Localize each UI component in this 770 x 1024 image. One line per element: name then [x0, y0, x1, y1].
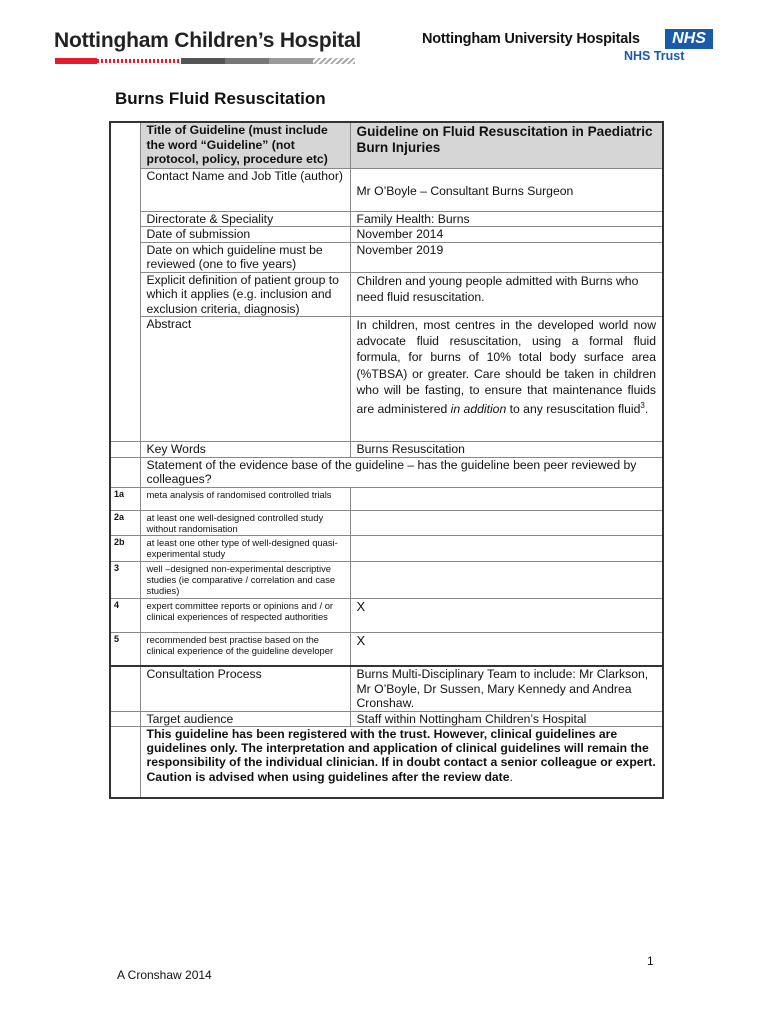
nhs-trust-label: NHS Trust — [624, 49, 685, 63]
evidence-description: at least one other type of well-designed quasi-experimental study — [140, 536, 350, 562]
review-value: November 2019 — [350, 242, 663, 272]
definition-value: Children and young people admitted with Burns who need fluid resuscitation. — [350, 272, 663, 317]
hospital-name: Nottingham Children’s Hospital — [54, 29, 362, 52]
evidence-level: 2a — [110, 510, 140, 536]
evidence-description: expert committee reports or opinions and / or clinical experiences of respected authorities — [140, 598, 350, 632]
stripe-dotted — [97, 59, 181, 63]
row-number-cell — [110, 122, 140, 442]
stripe-mid — [225, 58, 269, 64]
nhs-logo: NHS — [665, 29, 713, 49]
consultation-value: Burns Multi-Disciplinary Team to include: Mr Clarkson, Mr O’Boyle, Dr Sussen, Mary Kennedy and Andrea Cronshaw. — [350, 666, 663, 711]
keywords-label: Key Words — [140, 442, 350, 458]
evidence-row — [110, 632, 663, 666]
row-number-cell — [110, 442, 140, 458]
evidence-row — [110, 487, 663, 510]
abstract-row — [110, 317, 663, 442]
evidence-level: 3 — [110, 561, 140, 598]
stripe-red — [55, 58, 97, 64]
abstract-text-2: to any resuscitation fluid — [506, 402, 641, 417]
evidence-row — [110, 536, 663, 562]
header-stripe — [55, 58, 355, 64]
document-title: Burns Fluid Resuscitation — [115, 89, 326, 108]
disclaimer-text: This guideline has been registered with the trust. However, clinical guidelines are guidelines only. The interpretation and application of clinical guidelines will remain the responsibility of the individual clinician. If in doubt contact a senior colleague or expert. Caution is advised when using guidelines after the review date — [146, 727, 656, 784]
evidence-description: meta analysis of randomised controlled trials — [140, 487, 350, 510]
definition-label: Explicit definition of patient group to which it applies (e.g. inclusion and exclusion criteria, diagnosis) — [140, 272, 350, 317]
disclaimer-row — [110, 727, 663, 798]
directorate-row — [110, 211, 663, 227]
evidence-mark — [350, 487, 663, 510]
definition-row — [110, 272, 663, 317]
abstract-emphasis: in addition — [450, 402, 507, 417]
audience-row — [110, 711, 663, 727]
evidence-mark — [350, 561, 663, 598]
page-number: 1 — [647, 954, 654, 968]
directorate-label: Directorate & Speciality — [140, 211, 350, 227]
title-label: Title of Guideline (must include the word “Guideline” (not protocol, policy, procedure etc) — [140, 122, 350, 168]
consultation-label: Consultation Process — [140, 666, 350, 711]
evidence-level: 5 — [110, 632, 140, 666]
audience-value: Staff within Nottingham Children’s Hospital — [350, 711, 663, 727]
audience-label: Target audience — [140, 711, 350, 727]
evidence-description: recommended best practise based on the clinical experience of the guideline developer — [140, 632, 350, 666]
footer-author: A Cronshaw 2014 — [117, 968, 212, 982]
abstract-text-1: In children, most centres in the developed world now advocate fluid resuscitation, using a formal fluid formula, for burns of 10% total body surface area (%TBSA) or greater. Care should be taken in children who will be fasting, to ensure that maintenance fluids are administered — [356, 318, 656, 417]
evidence-mark — [350, 510, 663, 536]
contact-row — [110, 168, 663, 211]
contact-label: Contact Name and Job Title (author) — [140, 168, 350, 211]
keywords-value: Burns Resuscitation — [350, 442, 663, 458]
evidence-mark: X — [350, 598, 663, 632]
trust-name: Nottingham University Hospitals — [422, 31, 640, 47]
evidence-row — [110, 561, 663, 598]
disclaimer — [140, 727, 663, 798]
evidence-level: 2b — [110, 536, 140, 562]
evidence-level: 4 — [110, 598, 140, 632]
consultation-row — [110, 666, 663, 711]
disclaimer-end: . — [509, 769, 513, 784]
row-number-cell — [110, 457, 140, 487]
evidence-description: well –designed non-experimental descriptive studies (ie comparative / correlation and case studies) — [140, 561, 350, 598]
row-number-cell — [110, 711, 140, 727]
contact-value: Mr O’Boyle – Consultant Burns Surgeon — [350, 168, 663, 211]
evidence-level: 1a — [110, 487, 140, 510]
review-row — [110, 242, 663, 272]
row-number-cell — [110, 666, 140, 711]
abstract-reference: 3 — [640, 401, 645, 411]
abstract-text-end: . — [644, 402, 649, 417]
abstract-value — [350, 317, 663, 442]
submission-label: Date of submission — [140, 227, 350, 243]
guideline-table — [109, 121, 664, 799]
title-value: Guideline on Fluid Resuscitation in Paediatric Burn Injuries — [350, 122, 663, 168]
review-label: Date on which guideline must be reviewed (one to five years) — [140, 242, 350, 272]
submission-value: November 2014 — [350, 227, 663, 243]
stripe-dark — [181, 58, 225, 64]
stripe-light — [269, 58, 313, 64]
evidence-row — [110, 510, 663, 536]
row-number-cell — [110, 727, 140, 798]
evidence-mark — [350, 536, 663, 562]
directorate-value: Family Health: Burns — [350, 211, 663, 227]
submission-row — [110, 227, 663, 243]
abstract-label: Abstract — [140, 317, 350, 442]
evidence-statement-row — [110, 457, 663, 487]
evidence-statement: Statement of the evidence base of the guideline – has the guideline been peer reviewed by colleagues? — [140, 457, 663, 487]
stripe-hatched — [313, 58, 355, 64]
evidence-row — [110, 598, 663, 632]
evidence-description: at least one well-designed controlled study without randomisation — [140, 510, 350, 536]
title-row — [110, 122, 663, 168]
keywords-row — [110, 442, 663, 458]
evidence-mark: X — [350, 632, 663, 666]
